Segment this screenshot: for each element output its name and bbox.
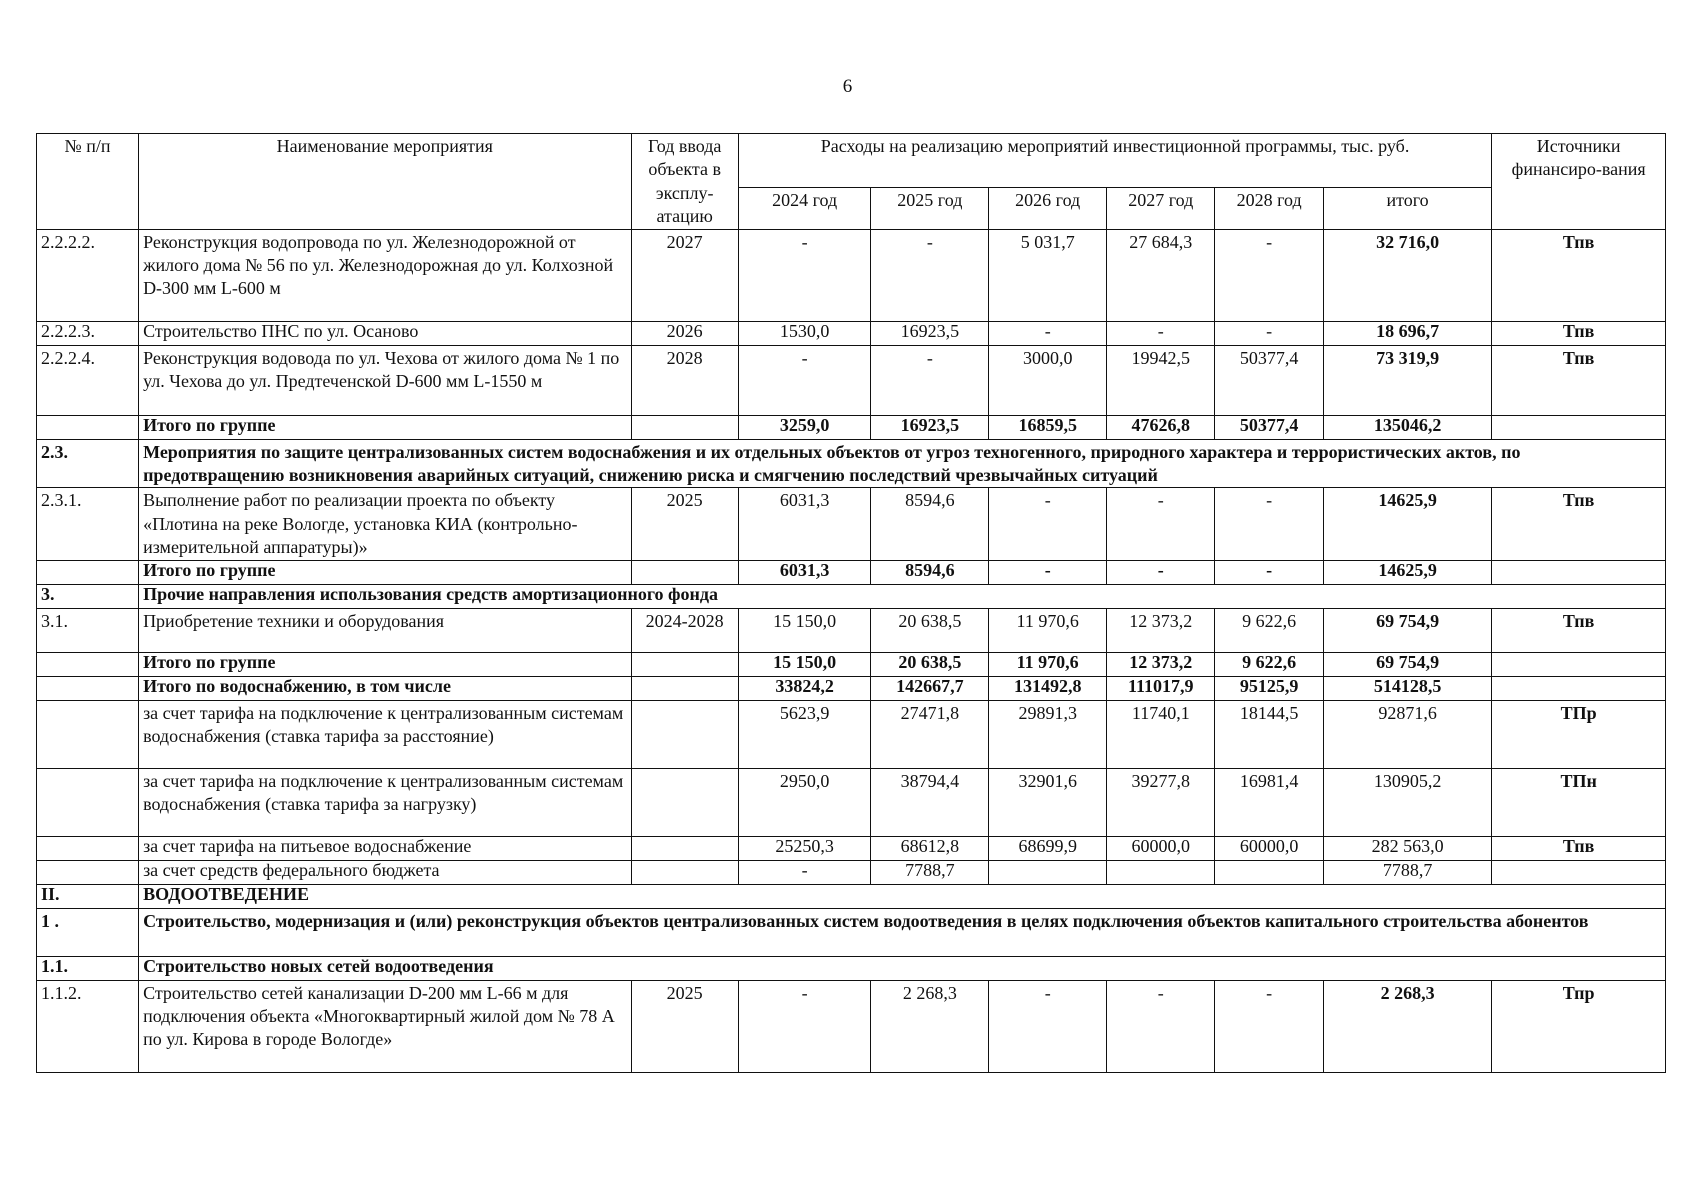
funding-source: Тпв	[1492, 345, 1666, 415]
value-2026: -	[989, 980, 1107, 1072]
value-2024: 5623,9	[738, 700, 871, 768]
commissioning-year	[631, 415, 738, 439]
value-2025: 16923,5	[871, 321, 989, 345]
value-2026: 5 031,7	[989, 229, 1107, 321]
row-number: 2.2.2.3.	[37, 321, 139, 345]
activity-name: Реконструкция водопровода по ул. Железнодорожной от жилого дома № 56 по ул. Железнодорожная до ул. Колхозной D-300 мм L-600 м	[139, 229, 631, 321]
value-total: 2 268,3	[1323, 980, 1491, 1072]
table-row	[37, 700, 1666, 768]
value-2024: 1530,0	[738, 321, 871, 345]
value-2028	[1215, 860, 1323, 884]
value-2026: 131492,8	[989, 676, 1107, 700]
table-body	[37, 229, 1666, 1072]
value-2024: -	[738, 980, 871, 1072]
header-expenses: Расходы на реализацию мероприятий инвестиционной программы, тыс. руб.	[738, 134, 1491, 188]
value-total: 69 754,9	[1323, 652, 1491, 676]
total-row	[37, 415, 1666, 439]
row-number: 1 .	[37, 908, 139, 956]
table-row	[37, 836, 1666, 860]
header-year: Год ввода объекта в эксплу-атацию	[631, 134, 738, 230]
commissioning-year: 2025	[631, 980, 738, 1072]
value-2024: -	[738, 345, 871, 415]
value-total: 135046,2	[1323, 415, 1491, 439]
value-2027: 19942,5	[1107, 345, 1215, 415]
row-number: 2.3.	[37, 439, 139, 488]
value-2026: 68699,9	[989, 836, 1107, 860]
commissioning-year	[631, 676, 738, 700]
funding-source: Тпв	[1492, 229, 1666, 321]
value-2026: 3000,0	[989, 345, 1107, 415]
funding-source: Тпв	[1492, 321, 1666, 345]
activity-name: Реконструкция водовода по ул. Чехова от жилого дома № 1 по ул. Чехова до ул. Предтеченской D-600 мм L-1550 м	[139, 345, 631, 415]
value-2028: -	[1215, 980, 1323, 1072]
value-2025: 2 268,3	[871, 980, 989, 1072]
row-number	[37, 768, 139, 836]
value-2024: -	[738, 229, 871, 321]
value-total: 14625,9	[1323, 560, 1491, 584]
funding-source	[1492, 676, 1666, 700]
value-2024: 6031,3	[738, 560, 871, 584]
value-total: 69 754,9	[1323, 608, 1491, 652]
header-num: № п/п	[37, 134, 139, 230]
commissioning-year	[631, 652, 738, 676]
row-number	[37, 836, 139, 860]
activity-name: Итого по группе	[139, 652, 631, 676]
value-2025: 27471,8	[871, 700, 989, 768]
commissioning-year: 2027	[631, 229, 738, 321]
table-row	[37, 860, 1666, 884]
value-2028: 50377,4	[1215, 415, 1323, 439]
header-name: Наименование мероприятия	[139, 134, 631, 230]
activity-name: Выполнение работ по реализации проекта по объекту «Плотина на реке Вологде, установка КИА (контрольно-измерительной аппаратуры)»	[139, 488, 631, 560]
header-year-2024: 2024 год	[738, 188, 871, 230]
value-2027: -	[1107, 980, 1215, 1072]
commissioning-year: 2024-2028	[631, 608, 738, 652]
row-number: II.	[37, 884, 139, 908]
page-number: 6	[842, 76, 853, 97]
value-2028: 50377,4	[1215, 345, 1323, 415]
value-total: 32 716,0	[1323, 229, 1491, 321]
commissioning-year	[631, 860, 738, 884]
value-2028: -	[1215, 229, 1323, 321]
value-2025: -	[871, 345, 989, 415]
row-number: 3.	[37, 584, 139, 608]
activity-name: за счет тарифа на подключение к централизованным системам водоснабжения (ставка тарифа за нагрузку)	[139, 768, 631, 836]
header-year-2025: 2025 год	[871, 188, 989, 230]
value-total: 282 563,0	[1323, 836, 1491, 860]
value-2028: 95125,9	[1215, 676, 1323, 700]
value-2027: 47626,8	[1107, 415, 1215, 439]
value-2026: 29891,3	[989, 700, 1107, 768]
value-2027: 12 373,2	[1107, 652, 1215, 676]
value-2025: 20 638,5	[871, 608, 989, 652]
section-row	[37, 884, 1666, 908]
section-title: Мероприятия по защите централизованных систем водоснабжения и их отдельных объектов от угроз техногенного, природного характера и террористических актов, по предотвращению возникновения аварийных ситуаций, снижению риска и смягчению последствий чрезвычайных ситуаций	[139, 439, 1666, 488]
value-2025: 68612,8	[871, 836, 989, 860]
funding-source	[1492, 860, 1666, 884]
activity-name: Приобретение техники и оборудования	[139, 608, 631, 652]
funding-source: ТПр	[1492, 700, 1666, 768]
row-number	[37, 415, 139, 439]
activity-name: Строительство ПНС по ул. Осаново	[139, 321, 631, 345]
row-number: 1.1.2.	[37, 980, 139, 1072]
value-2027: 39277,8	[1107, 768, 1215, 836]
commissioning-year	[631, 700, 738, 768]
total-row	[37, 560, 1666, 584]
value-2025: 142667,7	[871, 676, 989, 700]
value-total: 514128,5	[1323, 676, 1491, 700]
activity-name: Итого по группе	[139, 560, 631, 584]
row-number	[37, 676, 139, 700]
row-number: 2.2.2.4.	[37, 345, 139, 415]
value-2027: 11740,1	[1107, 700, 1215, 768]
value-2027: 27 684,3	[1107, 229, 1215, 321]
table-row	[37, 980, 1666, 1072]
table-row	[37, 321, 1666, 345]
section-title: Прочие направления использования средств амортизационного фонда	[139, 584, 1666, 608]
activity-name: Итого по группе	[139, 415, 631, 439]
value-2024: 25250,3	[738, 836, 871, 860]
value-2024: 15 150,0	[738, 652, 871, 676]
value-2028: -	[1215, 560, 1323, 584]
value-2024: 2950,0	[738, 768, 871, 836]
value-total: 7788,7	[1323, 860, 1491, 884]
value-2026: 32901,6	[989, 768, 1107, 836]
funding-source: Тпв	[1492, 836, 1666, 860]
value-2027: 12 373,2	[1107, 608, 1215, 652]
header-year-2026: 2026 год	[989, 188, 1107, 230]
row-number: 2.3.1.	[37, 488, 139, 560]
value-2024: 3259,0	[738, 415, 871, 439]
funding-source: ТПн	[1492, 768, 1666, 836]
table-row	[37, 488, 1666, 560]
table-row	[37, 345, 1666, 415]
row-number	[37, 560, 139, 584]
value-2026: -	[989, 560, 1107, 584]
funding-source: Тпв	[1492, 608, 1666, 652]
value-2028: 18144,5	[1215, 700, 1323, 768]
value-2028: -	[1215, 488, 1323, 560]
section-row	[37, 584, 1666, 608]
value-total: 73 319,9	[1323, 345, 1491, 415]
header-source: Источники финансиро-вания	[1492, 134, 1666, 230]
value-2027: -	[1107, 321, 1215, 345]
activity-name: за счет средств федерального бюджета	[139, 860, 631, 884]
value-2026: -	[989, 321, 1107, 345]
value-2027	[1107, 860, 1215, 884]
table-row	[37, 608, 1666, 652]
table-row	[37, 768, 1666, 836]
activity-name: за счет тарифа на питьевое водоснабжение	[139, 836, 631, 860]
header-year-2027: 2027 год	[1107, 188, 1215, 230]
value-2024: -	[738, 860, 871, 884]
commissioning-year	[631, 836, 738, 860]
value-2028: -	[1215, 321, 1323, 345]
value-total: 14625,9	[1323, 488, 1491, 560]
table-row	[37, 229, 1666, 321]
row-number	[37, 700, 139, 768]
value-2026: 11 970,6	[989, 652, 1107, 676]
value-2027: -	[1107, 488, 1215, 560]
value-2025: 20 638,5	[871, 652, 989, 676]
value-2027: -	[1107, 560, 1215, 584]
value-2026: -	[989, 488, 1107, 560]
value-2026	[989, 860, 1107, 884]
value-2024: 6031,3	[738, 488, 871, 560]
value-2025: 7788,7	[871, 860, 989, 884]
row-number: 1.1.	[37, 956, 139, 980]
activity-name: Итого по водоснабжению, в том числе	[139, 676, 631, 700]
section-row	[37, 908, 1666, 956]
commissioning-year	[631, 560, 738, 584]
section-title: Строительство новых сетей водоотведения	[139, 956, 1666, 980]
section-row	[37, 439, 1666, 488]
row-number: 3.1.	[37, 608, 139, 652]
header-total: итого	[1323, 188, 1491, 230]
value-2027: 60000,0	[1107, 836, 1215, 860]
row-number	[37, 860, 139, 884]
value-2025: 8594,6	[871, 488, 989, 560]
total-row	[37, 652, 1666, 676]
commissioning-year: 2025	[631, 488, 738, 560]
section-row	[37, 956, 1666, 980]
row-number	[37, 652, 139, 676]
value-2027: 111017,9	[1107, 676, 1215, 700]
funding-source	[1492, 560, 1666, 584]
commissioning-year: 2026	[631, 321, 738, 345]
commissioning-year	[631, 768, 738, 836]
value-2026: 11 970,6	[989, 608, 1107, 652]
value-2025: 16923,5	[871, 415, 989, 439]
investment-program-table	[36, 133, 1666, 1073]
value-2025: 38794,4	[871, 768, 989, 836]
value-2028: 9 622,6	[1215, 652, 1323, 676]
total-row	[37, 676, 1666, 700]
value-2024: 15 150,0	[738, 608, 871, 652]
value-total: 130905,2	[1323, 768, 1491, 836]
value-2024: 33824,2	[738, 676, 871, 700]
value-2025: -	[871, 229, 989, 321]
activity-name: за счет тарифа на подключение к централизованным системам водоснабжения (ставка тарифа за расстояние)	[139, 700, 631, 768]
value-total: 92871,6	[1323, 700, 1491, 768]
value-2028: 60000,0	[1215, 836, 1323, 860]
value-2028: 9 622,6	[1215, 608, 1323, 652]
commissioning-year: 2028	[631, 345, 738, 415]
row-number: 2.2.2.2.	[37, 229, 139, 321]
value-total: 18 696,7	[1323, 321, 1491, 345]
funding-source	[1492, 652, 1666, 676]
activity-name: Строительство сетей канализации D-200 мм L-66 м для подключения объекта «Многоквартирный жилой дом № 78 А по ул. Кирова в городе Вологде»	[139, 980, 631, 1072]
value-2025: 8594,6	[871, 560, 989, 584]
section-title: ВОДООТВЕДЕНИЕ	[139, 884, 1666, 908]
funding-source: Тпв	[1492, 488, 1666, 560]
funding-source	[1492, 415, 1666, 439]
value-2026: 16859,5	[989, 415, 1107, 439]
section-title: Строительство, модернизация и (или) реконструкция объектов централизованных систем водоотведения в целях подключения объектов капитального строительства абонентов	[139, 908, 1666, 956]
value-2028: 16981,4	[1215, 768, 1323, 836]
funding-source: Тпр	[1492, 980, 1666, 1072]
header-year-2028: 2028 год	[1215, 188, 1323, 230]
